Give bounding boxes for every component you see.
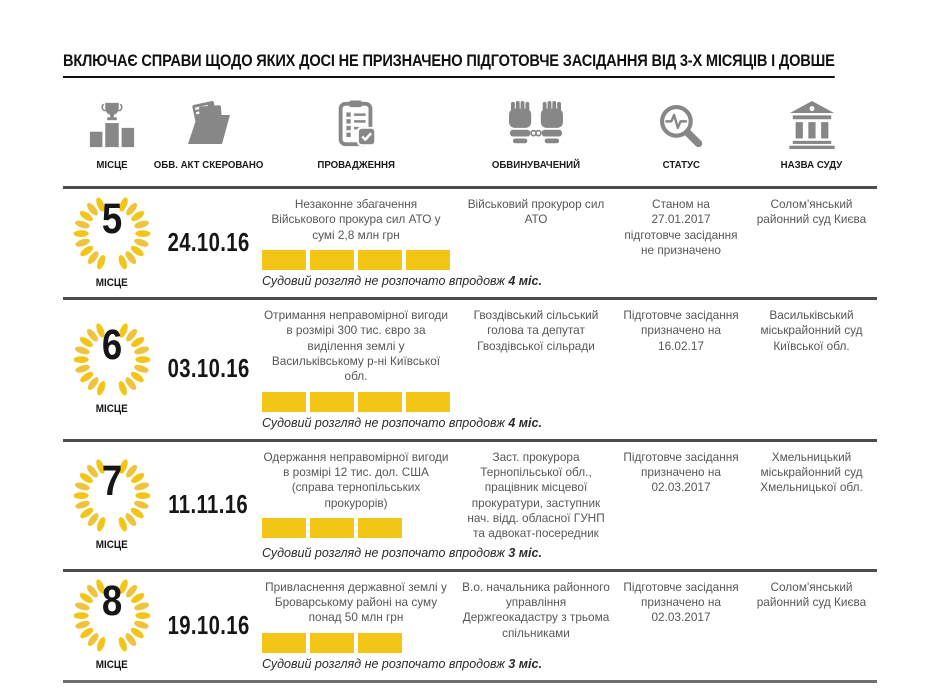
delay-note-text: Судовий розгляд не розпочато впродовж bbox=[262, 545, 509, 560]
place-label: МІСЦЕ bbox=[95, 403, 128, 416]
court-cell: Хмельницький міськрайонний суд Хмельницької обл. bbox=[760, 449, 863, 495]
court-cell: Солом'янський районний суд Києва bbox=[756, 197, 867, 227]
act-date: 19.10.16 bbox=[167, 609, 250, 640]
delay-bar-segment bbox=[262, 633, 306, 653]
delay-bar-segment bbox=[262, 392, 306, 412]
handcuffed-fists-icon bbox=[505, 98, 567, 150]
accused-cell: Заст. прокурора Тернопільської обл., працівник місцевої прокуратури, заступник нач. відд. обласної ГУНП та адвокат-посередник bbox=[467, 449, 605, 541]
delay-bar-segment bbox=[358, 392, 402, 412]
delay-bar-segment bbox=[310, 633, 354, 653]
place-number: 7 bbox=[101, 456, 123, 505]
case-description-cell bbox=[256, 300, 456, 414]
date-cell bbox=[161, 572, 256, 680]
delay-bar-segment bbox=[358, 250, 402, 270]
status-cell: Підготовче засідання призначено на 16.02.17 bbox=[623, 307, 739, 353]
delay-bar-segment bbox=[358, 518, 402, 538]
column-label-status: СТАТУС bbox=[662, 159, 700, 171]
laurel-wreath-icon bbox=[62, 578, 162, 656]
delay-note-months: 4 міс. bbox=[508, 415, 542, 430]
laurel-wreath-icon bbox=[62, 196, 162, 274]
delay-note bbox=[256, 544, 877, 569]
column-header-status bbox=[616, 98, 746, 171]
delay-note-months: 4 міс. bbox=[508, 273, 542, 288]
delay-bar-segment bbox=[406, 392, 450, 412]
delay-bar bbox=[262, 250, 450, 270]
delay-note-text: Судовий розгляд не розпочато впродовж bbox=[262, 415, 509, 430]
page-title: ВКЛЮЧАЄ СПРАВИ ЩОДО ЯКИХ ДОСІ НЕ ПРИЗНАЧЕНО ПІДГОТОВЧЕ ЗАСІДАННЯ ВІД 3-Х МІСЯЦІВ І ДОВШЕ bbox=[63, 52, 835, 78]
delay-bar bbox=[262, 633, 450, 653]
case-description-cell bbox=[256, 189, 456, 272]
delay-note bbox=[256, 414, 877, 439]
place-label: МІСЦЕ bbox=[95, 538, 128, 551]
accused-cell: Гвоздівський сільський голова та депутат Гвоздівської сільради bbox=[473, 307, 599, 353]
folder-documents-icon bbox=[183, 98, 235, 150]
table-row bbox=[63, 569, 877, 683]
column-header-accused bbox=[456, 98, 616, 171]
accused-cell: В.о. начальника районного управління Держгеокадастру з трьома спільниками bbox=[462, 579, 610, 640]
courthouse-icon bbox=[787, 98, 837, 150]
cases-table bbox=[63, 186, 877, 683]
place-label: МІСЦЕ bbox=[95, 276, 128, 289]
date-cell bbox=[161, 189, 256, 297]
court-cell: Солом'янський районний суд Києва bbox=[756, 579, 867, 609]
column-header-court bbox=[746, 98, 877, 171]
accused-cell: Військовий прокурор сил АТО bbox=[467, 197, 605, 227]
delay-bar-segment bbox=[310, 518, 354, 538]
delay-bar bbox=[262, 518, 450, 538]
delay-bar-segment bbox=[262, 518, 306, 538]
place-number: 8 bbox=[101, 577, 123, 626]
place-cell bbox=[63, 300, 161, 439]
column-label-accused: ОБВИНУВАЧЕНИЙ bbox=[491, 159, 581, 171]
status-cell: Підготовче засідання призначено на 02.03.2017 bbox=[623, 449, 739, 495]
case-description: Привласнення державної землі у Броварському районі на суму понад 50 млн грн bbox=[265, 579, 447, 625]
court-cell: Васильківський міськрайонний суд Київської обл. bbox=[760, 307, 863, 353]
place-number: 5 bbox=[101, 194, 123, 243]
status-cell: Підготовче засідання призначено на 02.03.2017 bbox=[623, 579, 739, 625]
column-header-act bbox=[153, 98, 264, 171]
act-date: 24.10.16 bbox=[167, 227, 250, 258]
case-description: Незаконне збагачення Військового прокура сил АТО у сумі 2,8 млн грн bbox=[271, 197, 441, 242]
status-cell: Станом на 27.01.2017 підготовче засідання не призначено bbox=[624, 197, 738, 257]
magnifier-pulse-icon bbox=[657, 98, 705, 150]
case-description: Одержання неправомірної вигоди в розмірі 12 тис. дол. США (справа тернопільських прокурорів) bbox=[263, 449, 449, 510]
delay-bar-segment bbox=[310, 250, 354, 270]
act-date: 03.10.16 bbox=[167, 353, 250, 384]
column-label-court: НАЗВА СУДУ bbox=[780, 159, 843, 171]
case-description-cell bbox=[256, 442, 456, 544]
delay-note bbox=[256, 655, 877, 680]
laurel-wreath-icon bbox=[62, 458, 162, 536]
delay-bar bbox=[262, 392, 450, 412]
delay-bar-segment bbox=[310, 392, 354, 412]
delay-note bbox=[256, 272, 877, 297]
delay-bar-segment bbox=[358, 633, 402, 653]
table-header bbox=[63, 98, 877, 171]
place-cell bbox=[63, 189, 161, 297]
column-header-proceeding bbox=[256, 98, 456, 171]
delay-note-months: 3 міс. bbox=[508, 656, 542, 671]
act-date: 11.11.16 bbox=[168, 489, 249, 520]
podium-trophy-icon bbox=[87, 98, 137, 150]
place-label: МІСЦЕ bbox=[95, 659, 128, 672]
place-cell bbox=[63, 442, 161, 569]
date-cell bbox=[161, 442, 256, 569]
table-row bbox=[63, 297, 877, 439]
case-description-cell bbox=[256, 572, 456, 655]
delay-note-text: Судовий розгляд не розпочато впродовж bbox=[262, 656, 509, 671]
column-label-proceeding: ПРОВАДЖЕННЯ bbox=[317, 159, 395, 171]
laurel-wreath-icon bbox=[62, 322, 162, 400]
column-label-act: ОБВ. АКТ СКЕРОВАНО bbox=[153, 159, 264, 171]
case-description: Отримання неправомірної вигоди в розмірі 300 тис. євро за виділення землі у Васильківському р-ні Київської обл. bbox=[264, 307, 448, 384]
table-row bbox=[63, 439, 877, 569]
delay-bar-segment bbox=[406, 250, 450, 270]
delay-note-months: 3 міс. bbox=[508, 545, 542, 560]
column-header-place bbox=[63, 98, 161, 171]
delay-bar-segment bbox=[262, 250, 306, 270]
delay-note-text: Судовий розгляд не розпочато впродовж bbox=[262, 273, 509, 288]
table-row bbox=[63, 186, 877, 297]
place-cell bbox=[63, 572, 161, 680]
column-label-place: МІСЦЕ bbox=[96, 159, 128, 171]
clipboard-checklist-icon bbox=[331, 98, 381, 150]
date-cell bbox=[161, 300, 256, 439]
place-number: 6 bbox=[101, 321, 123, 370]
